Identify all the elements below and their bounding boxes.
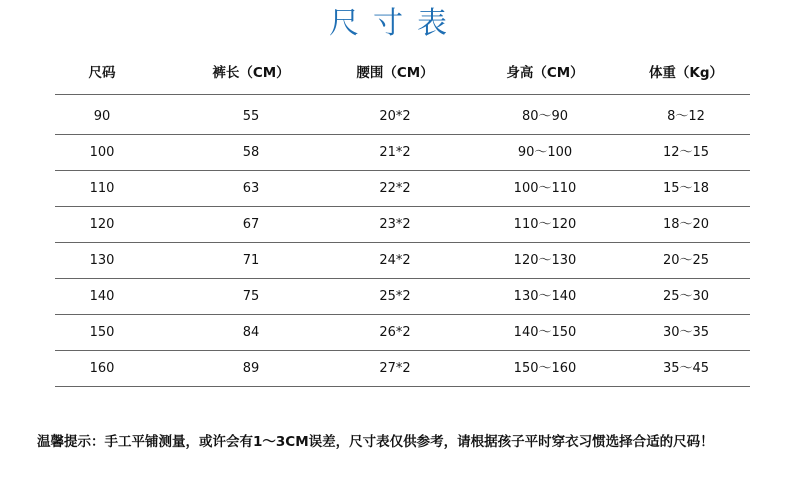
header-divider bbox=[55, 94, 750, 95]
cell-pants-length: 63 bbox=[242, 181, 260, 196]
cell-waist: 25*2 bbox=[379, 289, 411, 304]
cell-size: 130 bbox=[89, 253, 115, 268]
cell-waist: 23*2 bbox=[379, 217, 411, 232]
table-row bbox=[55, 243, 750, 279]
cell-pants-length: 55 bbox=[242, 109, 260, 124]
table-row bbox=[55, 351, 750, 387]
cell-size: 150 bbox=[89, 325, 115, 340]
table-row bbox=[55, 171, 750, 207]
cell-weight: 20～25 bbox=[662, 253, 710, 268]
cell-waist: 21*2 bbox=[379, 145, 411, 160]
cell-pants-length: 67 bbox=[242, 217, 260, 232]
cell-pants-length: 75 bbox=[242, 289, 260, 304]
table-row bbox=[55, 207, 750, 243]
cell-size: 90 bbox=[93, 109, 111, 124]
cell-height: 80～90 bbox=[521, 109, 569, 124]
cell-weight: 35～45 bbox=[662, 361, 710, 376]
cell-size: 110 bbox=[89, 181, 115, 196]
cell-weight: 30～35 bbox=[662, 325, 710, 340]
cell-pants-length: 71 bbox=[242, 253, 260, 268]
cell-height: 150～160 bbox=[513, 361, 577, 376]
cell-height: 110～120 bbox=[513, 217, 577, 232]
table-row bbox=[55, 135, 750, 171]
table-header bbox=[55, 60, 750, 90]
header-size: 尺码 bbox=[88, 65, 116, 81]
cell-height: 120～130 bbox=[513, 253, 577, 268]
table-row bbox=[55, 315, 750, 351]
footer-note: 温馨提示：手工平铺测量，或许会有1～3CM误差，尺寸表仅供参考，请根据孩子平时穿衣习惯选择合适的尺码！ bbox=[37, 434, 714, 450]
header-waist: 腰围（CM） bbox=[356, 65, 434, 81]
cell-waist: 26*2 bbox=[379, 325, 411, 340]
cell-waist: 20*2 bbox=[379, 109, 411, 124]
cell-height: 100～110 bbox=[513, 181, 577, 196]
size-chart-title: 尺寸表 bbox=[329, 6, 461, 41]
cell-weight: 12～15 bbox=[662, 145, 710, 160]
cell-pants-length: 89 bbox=[242, 361, 260, 376]
cell-size: 120 bbox=[89, 217, 115, 232]
cell-size: 140 bbox=[89, 289, 115, 304]
cell-size: 100 bbox=[89, 145, 115, 160]
header-weight: 体重（Kg） bbox=[648, 65, 724, 81]
header-height: 身高（CM） bbox=[506, 65, 584, 81]
cell-weight: 18～20 bbox=[662, 217, 710, 232]
cell-pants-length: 84 bbox=[242, 325, 260, 340]
cell-waist: 24*2 bbox=[379, 253, 411, 268]
cell-weight: 25～30 bbox=[662, 289, 710, 304]
table-row bbox=[55, 279, 750, 315]
cell-height: 140～150 bbox=[513, 325, 577, 340]
header-pants-length: 裤长（CM） bbox=[212, 65, 290, 81]
table-row bbox=[55, 99, 750, 135]
cell-weight: 8～12 bbox=[667, 109, 705, 124]
cell-height: 130～140 bbox=[513, 289, 577, 304]
cell-waist: 22*2 bbox=[379, 181, 411, 196]
row-divider bbox=[55, 386, 750, 387]
cell-height: 90～100 bbox=[517, 145, 573, 160]
cell-weight: 15～18 bbox=[662, 181, 710, 196]
cell-size: 160 bbox=[89, 361, 115, 376]
cell-waist: 27*2 bbox=[379, 361, 411, 376]
cell-pants-length: 58 bbox=[242, 145, 260, 160]
